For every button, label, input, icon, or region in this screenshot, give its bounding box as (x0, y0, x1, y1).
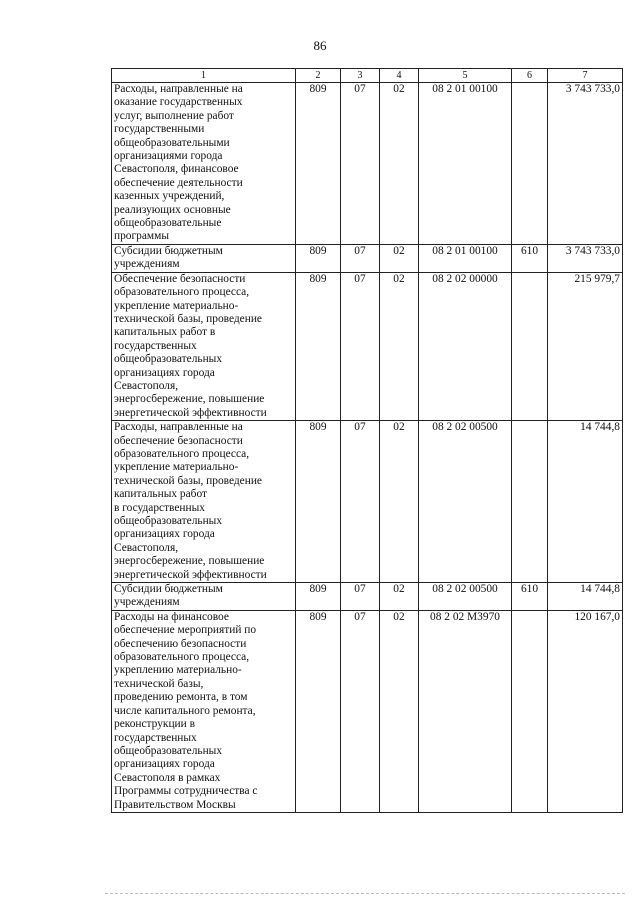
table-row (112, 272, 623, 420)
row-name: Расходы, направленные на обеспечение безопасности образовательного процесса, укрепление материально- технической базы, проведение капитальных работ в государственных общеобразовательных организациях города Севастополя, энергосбережение, повышение энергетической эффективности (112, 421, 296, 583)
row-pr: 02 (380, 421, 419, 583)
row-name: Субсидии бюджетным учреждениям (112, 244, 296, 272)
row-rz: 07 (341, 83, 380, 245)
row-rz: 07 (341, 421, 380, 583)
row-ved: 809 (296, 421, 341, 583)
row-sum: 14 744,8 (548, 583, 623, 611)
row-csr: 08 2 02 00500 (419, 421, 512, 583)
row-vr (512, 272, 548, 420)
row-vr: 610 (512, 244, 548, 272)
page-bottom-divider (105, 893, 625, 894)
table-row (112, 421, 623, 583)
row-ved: 809 (296, 83, 341, 245)
table-row (112, 244, 623, 272)
row-pr: 02 (380, 244, 419, 272)
header-col-5: 5 (419, 69, 512, 83)
row-name: Обеспечение безопасности образовательного процесса, укрепление материально- технической базы, проведение капитальных работ в государственных общеобразовательных организациях города Севастополя, энергосбережение, повышение энергетической эффективности (112, 272, 296, 420)
header-col-2: 2 (296, 69, 341, 83)
row-ved: 809 (296, 610, 341, 812)
header-row (112, 69, 623, 83)
header-col-4: 4 (380, 69, 419, 83)
row-csr: 08 2 02 00000 (419, 272, 512, 420)
row-vr: 610 (512, 583, 548, 611)
row-sum: 215 979,7 (548, 272, 623, 420)
row-sum: 3 743 733,0 (548, 244, 623, 272)
row-vr (512, 421, 548, 583)
row-pr: 02 (380, 272, 419, 420)
row-csr: 08 2 02 00500 (419, 583, 512, 611)
row-sum: 3 743 733,0 (548, 83, 623, 245)
row-pr: 02 (380, 610, 419, 812)
row-csr: 08 2 01 00100 (419, 83, 512, 245)
header-col-6: 6 (512, 69, 548, 83)
row-ved: 809 (296, 272, 341, 420)
row-csr: 08 2 01 00100 (419, 244, 512, 272)
table-row (112, 583, 623, 611)
row-name: Расходы на финансовое обеспечение мероприятий по обеспечению безопасности образовательного процесса, укреплению материально- технической базы, проведению ремонта, в том числе капитального ремонта, реконструкции в государственных общеобразовательных организациях города Севастополя в рамках Программы сотрудничества с Правительством Москвы (112, 610, 296, 812)
row-sum: 120 167,0 (548, 610, 623, 812)
header-col-1: 1 (112, 69, 296, 83)
row-rz: 07 (341, 272, 380, 420)
row-pr: 02 (380, 83, 419, 245)
budget-table (111, 68, 623, 813)
row-csr: 08 2 02 М3970 (419, 610, 512, 812)
header-col-3: 3 (341, 69, 380, 83)
header-col-7: 7 (548, 69, 623, 83)
page-number: 86 (313, 38, 327, 53)
row-ved: 809 (296, 583, 341, 611)
row-rz: 07 (341, 610, 380, 812)
row-pr: 02 (380, 583, 419, 611)
table-row (112, 610, 623, 812)
row-rz: 07 (341, 244, 380, 272)
row-rz: 07 (341, 583, 380, 611)
table-header (112, 69, 623, 83)
row-ved: 809 (296, 244, 341, 272)
row-vr (512, 83, 548, 245)
table-row (112, 83, 623, 245)
row-sum: 14 744,8 (548, 421, 623, 583)
row-vr (512, 610, 548, 812)
row-name: Расходы, направленные на оказание государственных услуг, выполнение работ государственными общеобразовательными организациями города Севастополя, финансовое обеспечение деятельности казенных учреждений, реализующих основные общеобразовательные программы (112, 83, 296, 245)
row-name: Субсидии бюджетным учреждениям (112, 583, 296, 611)
